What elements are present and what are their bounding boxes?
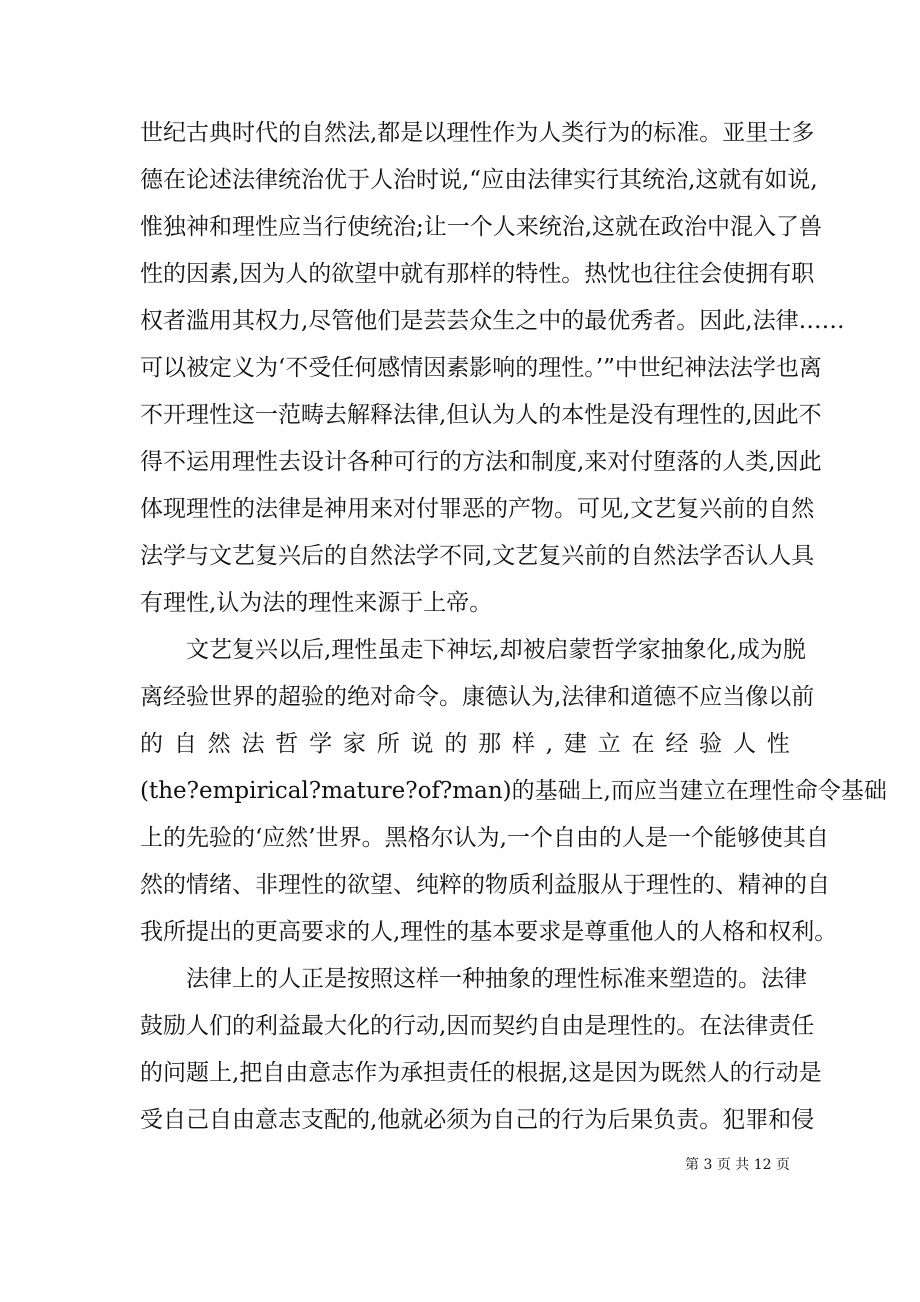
text-char: 的 [140,731,163,757]
text-char: 说 [410,731,434,757]
text-line: (the?empirical?mature?of?man)的基础上,而应当建立在理性命令基础 [140,778,887,804]
text-line: 可以被定义为‘不受任何感情因素影响的理性。’”中世纪神法法学也离 [140,355,822,381]
paragraph-3 [140,956,822,1144]
text-line: 鼓励人们的利益最大化的行动,因而契约自由是理性的。在法律责任 [140,1013,815,1039]
text-line: 然的情绪、非理性的欲望、纯粹的物质利益服从于理性的、精神的自 [140,872,830,898]
page-number-footer: 第 3 页 共 12 页 [685,1157,790,1173]
text-char: 自 [173,731,197,757]
text-char: 法 [241,731,265,757]
paragraph-1 [140,110,845,627]
text-line-spaced [140,721,790,768]
text-line: 上的先验的‘应然’世界。黑格尔认为,一个自由的人是一个能够使其自 [140,825,829,851]
text-char: 立 [597,731,621,757]
text-line: 得不运用理性去设计各种可行的方法和制度,来对付堕落的人类,因此 [140,449,822,475]
text-line: 惟独神和理性应当行使统治;让一个人来统治,这就在政治中混入了兽 [140,214,823,240]
text-char: 验 [699,731,723,757]
text-line: 的问题上,把自由意志作为承担责任的根据,这是因为既然人的行动是 [140,1060,822,1086]
text-line: 性的因素,因为人的欲望中就有那样的特性。热忱也往往会使拥有职 [140,261,815,287]
text-char: 的 [444,731,468,757]
text-char: 性 [766,731,790,757]
text-line: 法学与文艺复兴后的自然法学不同,文艺复兴前的自然法学否认人具 [140,543,815,569]
text-line: 世纪古典时代的自然法,都是以理性作为人类行为的标准。亚里士多 [140,120,815,146]
text-char: 家 [342,731,366,757]
text-line: 有理性,认为法的理性来源于上帝。 [140,590,493,616]
text-char: 所 [376,731,400,757]
text-char: 那 [478,731,502,757]
text-char: 然 [207,731,231,757]
text-char: 人 [732,731,756,757]
text-line: 体现理性的法律是神用来对付罪恶的产物。可见,文艺复兴前的自然 [140,496,815,522]
text-line: 权者滥用其权力,尽管他们是芸芸众生之中的最优秀者。因此,法律…… [140,308,845,334]
text-char: 学 [309,731,333,757]
text-char: 样 [511,731,535,757]
body-text [140,110,887,1144]
text-line: 离经验世界的超验的绝对命令。康德认为,法律和道德不应当像以前 [140,684,815,710]
text-line: 受自己自由意志支配的,他就必须为自己的行为后果负责。犯罪和侵 [140,1107,815,1133]
paragraph-2 [140,627,887,956]
text-line: 文艺复兴以后,理性虽走下神坛,却被启蒙哲学家抽象化,成为脱 [186,637,806,663]
text-char: 哲 [275,731,299,757]
text-line: 不开理性这一范畴去解释法律,但认为人的本性是没有理性的,因此不 [140,402,822,428]
text-char: 建 [563,731,587,757]
text-line: 法律上的人正是按照这样一种抽象的理性标准来塑造的。法律 [186,966,807,992]
text-char: 在 [631,731,655,757]
text-line: 德在论述法律统治优于人治时说,“应由法律实行其统治,这就有如说, [140,167,818,193]
text-char: , [545,731,554,757]
text-line: 我所提出的更高要求的人,理性的基本要求是尊重他人的人格和权利。 [140,919,838,945]
text-char: 经 [665,731,689,757]
